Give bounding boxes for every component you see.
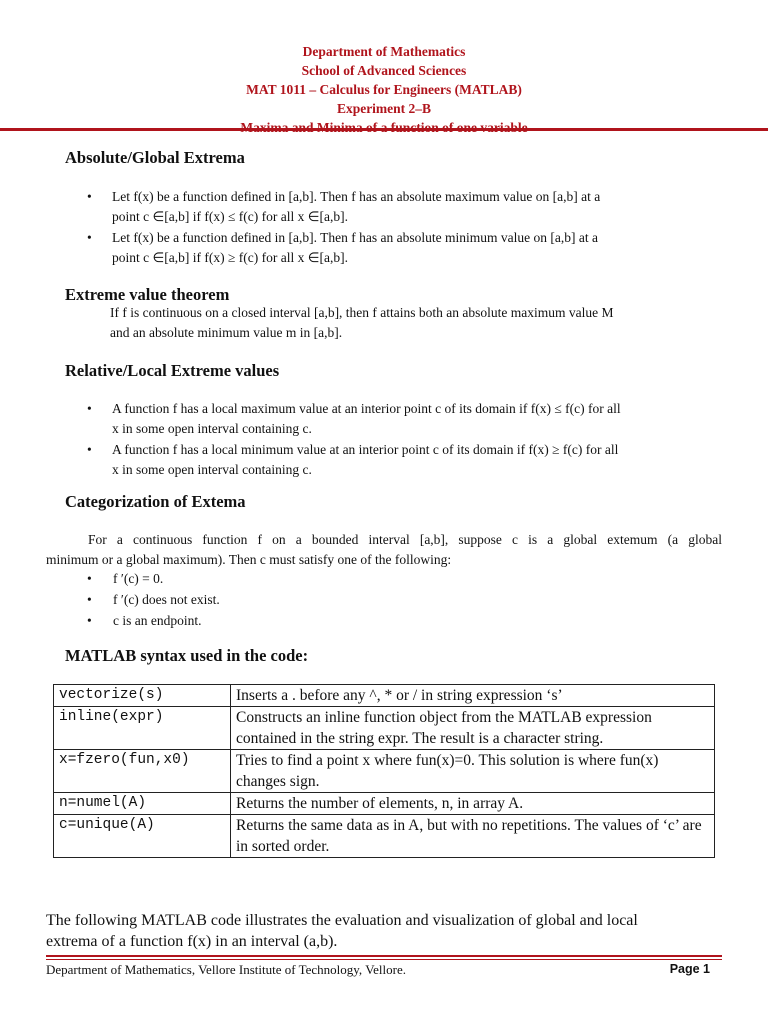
text-line: and an absolute minimum value m in [a,b].	[110, 325, 343, 340]
description-cell: Constructs an inline function object from the MATLAB expression contained in the string expr. The result is a character string.	[231, 707, 715, 750]
absolute-extrema-list	[0, 187, 768, 269]
table-row	[54, 750, 715, 793]
text-line: If f is continuous on a closed interval [a,b], then f attains both an absolute maximum value M	[110, 305, 614, 320]
description-cell: Returns the same data as in A, but with no repetitions. The values of ‘c’ are in sorted order.	[231, 815, 715, 858]
header-school: School of Advanced Sciences	[301, 63, 467, 78]
syntax-cell: c=unique(A)	[54, 815, 231, 858]
text-line: x in some open interval containing c.	[112, 462, 312, 477]
text-line: • A function f has a local maximum value at an interior point c of its domain if f(x) ≤ f(c) for all	[112, 401, 621, 416]
footer-rule-thin	[46, 959, 722, 960]
syntax-cell: x=fzero(fun,x0)	[54, 750, 231, 793]
list-item	[0, 187, 768, 227]
table-row	[54, 815, 715, 858]
text-line: • Let f(x) be a function defined in [a,b]. Then f has an absolute minimum value on [a,b] at a	[112, 230, 598, 245]
categorization-list	[0, 569, 768, 632]
header-rule	[0, 128, 768, 131]
text-line: x in some open interval containing c.	[112, 421, 312, 436]
categorization-text	[46, 530, 722, 570]
description-cell: Tries to find a point x where fun(x)=0. This solution is where fun(x) changes sign.	[231, 750, 715, 793]
closing-paragraph	[46, 910, 736, 952]
text-line: • Let f(x) be a function defined in [a,b]. Then f has an absolute maximum value on [a,b] at a	[112, 189, 601, 204]
header-experiment: Experiment 2–B	[336, 101, 432, 116]
list-item: • f ′(c) = 0.	[0, 569, 768, 589]
list-item: • c is an endpoint.	[0, 611, 768, 631]
table-row	[54, 793, 715, 815]
heading-matlab-syntax: MATLAB syntax used in the code:	[65, 646, 309, 665]
heading-categorization: Categorization of Extema	[65, 492, 246, 511]
description-cell: Inserts a . before any ^, * or / in string expression ‘s’	[231, 685, 715, 707]
text-line: minimum or a global maximum). Then c must satisfy one of the following:	[46, 552, 452, 567]
list-item	[0, 399, 768, 439]
table-row	[54, 707, 715, 750]
table-row	[54, 685, 715, 707]
text-line: The following MATLAB code illustrates the evaluation and visualization of global and local	[46, 912, 638, 929]
syntax-cell: n=numel(A)	[54, 793, 231, 815]
list-item: • f ′(c) does not exist.	[0, 590, 768, 610]
list-item	[0, 228, 768, 268]
syntax-cell: inline(expr)	[54, 707, 231, 750]
header-course: MAT 1011 – Calculus for Engineers (MATLAB)	[246, 82, 522, 97]
text-line: point c ∈[a,b] if f(x) ≥ f(c) for all x ∈[a,b].	[112, 250, 348, 265]
text-line: • A function f has a local minimum value at an interior point c of its domain if f(x) ≥ f(c) for all	[112, 442, 619, 457]
header-department: Department of Mathematics	[302, 44, 466, 59]
text-line: point c ∈[a,b] if f(x) ≤ f(c) for all x ∈[a,b].	[112, 209, 348, 224]
page-number: Page 1	[669, 962, 710, 976]
syntax-cell: vectorize(s)	[54, 685, 231, 707]
heading-extreme-value-theorem: Extreme value theorem	[65, 285, 230, 304]
text-line: extrema of a function f(x) in an interval (a,b).	[46, 933, 338, 950]
document-header	[0, 42, 768, 137]
footer-rule	[46, 955, 722, 957]
matlab-syntax-table	[53, 684, 715, 858]
relative-extrema-list	[0, 399, 768, 481]
extreme-value-theorem-text	[110, 303, 730, 343]
text-line: For a continuous function f on a bounded interval [a,b], suppose c is a global extemum (a global	[88, 532, 722, 547]
heading-absolute-extrema: Absolute/Global Extrema	[65, 148, 245, 167]
footer-institution: Department of Mathematics, Vellore Institute of Technology, Vellore.	[46, 962, 406, 977]
list-item	[0, 440, 768, 480]
description-cell: Returns the number of elements, n, in array A.	[231, 793, 715, 815]
heading-relative-extrema: Relative/Local Extreme values	[65, 361, 280, 380]
